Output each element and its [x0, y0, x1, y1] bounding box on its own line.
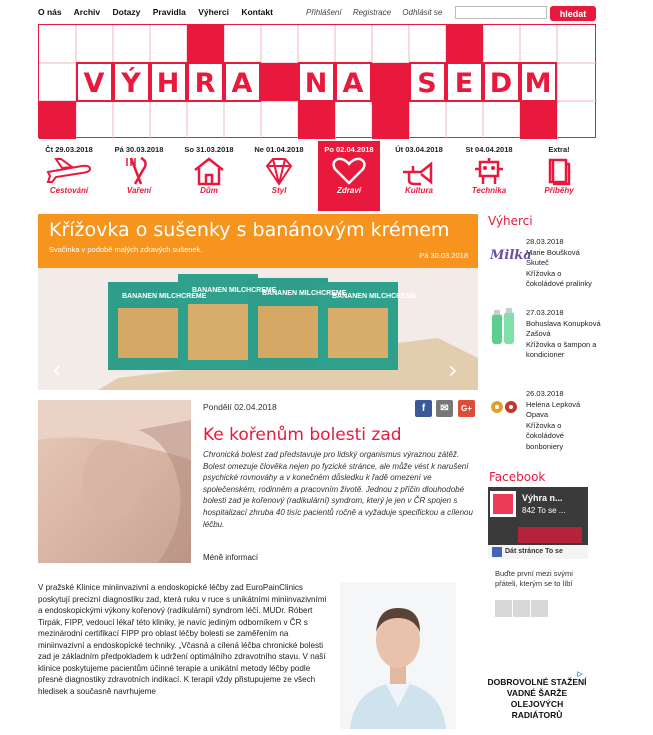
fb-likes-count: 842 To se ... — [522, 506, 566, 515]
menu-dotazy[interactable]: Dotazy — [112, 7, 141, 17]
product-label: BANANEN MILCHCREME — [192, 287, 277, 294]
article-title[interactable]: Ke kořenům bolesti zad — [203, 425, 402, 445]
day-vareni[interactable] — [108, 141, 170, 211]
banner-letter-3: H — [156, 68, 180, 99]
day-date: Út 03.04.2018 — [395, 145, 443, 154]
day-date: Po 02.04.2018 — [324, 145, 374, 154]
top-navigation — [0, 0, 653, 24]
menu-archiv[interactable]: Archiv — [73, 7, 101, 17]
site-logo-banner[interactable] — [38, 24, 596, 138]
heart-icon — [329, 156, 369, 186]
logout-link[interactable]: Odhlásit se — [402, 8, 443, 17]
day-pribehy[interactable] — [528, 141, 590, 211]
avatar — [495, 600, 512, 617]
less-info-link[interactable]: Méně informací — [203, 553, 259, 562]
day-date: Ne 01.04.2018 — [254, 145, 304, 154]
winner-date: 28.03.2018 — [526, 237, 564, 246]
google-plus-share-icon[interactable]: G+ — [458, 400, 475, 417]
account-links — [306, 8, 451, 17]
fb-thumb-icon — [492, 547, 502, 557]
hero-subtitle: Svačinka v podobě malých zdravých sušenek. — [49, 245, 203, 254]
house-icon — [189, 156, 229, 186]
facebook-friend-avatars — [495, 600, 549, 622]
product-label: BANANEN MILCHCREME — [262, 290, 347, 297]
slider-next-arrow[interactable]: › — [448, 356, 458, 384]
menu-vyherci[interactable]: Výherci — [198, 7, 229, 17]
hero-slider[interactable] — [38, 214, 478, 390]
fb-like-label: Dát stránce To se — [505, 548, 563, 555]
book-icon — [539, 156, 579, 186]
banner-letter-9: E — [454, 68, 474, 99]
banner-letter-2: Ý — [121, 68, 141, 99]
day-date: Extra! — [548, 145, 570, 154]
hero-product-image — [38, 268, 478, 390]
milka-logo-text: Milka — [490, 248, 532, 263]
day-label: Technika — [471, 186, 507, 195]
diamond-icon — [259, 156, 299, 186]
day-label: Příběhy — [544, 186, 574, 195]
product-label: BANANEN MILCHCREME — [332, 293, 417, 300]
winner-name: Bohuslava Konupková Zašová — [526, 318, 601, 338]
ad-text: DOBROVOLNÉ STAŽENÍ VADNÉ ŠARŽE OLEJOVÝCH RADIÁTORŮ — [487, 677, 587, 720]
email-share-icon[interactable]: ✉ — [436, 400, 453, 417]
menu-o-nas[interactable]: O nás — [38, 7, 62, 17]
winner-name: Helena Lepková Opava — [526, 399, 581, 419]
day-dum[interactable] — [178, 141, 240, 211]
search-button[interactable]: hledat — [550, 6, 596, 21]
day-label: Cestování — [49, 186, 89, 195]
menu-pravidla[interactable]: Pravidla — [152, 7, 186, 17]
bonbons-icon — [488, 389, 522, 429]
login-link[interactable]: Přihlášení — [306, 8, 342, 17]
banner-letter-1: V — [83, 68, 105, 99]
winner-prize: Křížovka o šampon a kondicioner — [526, 339, 597, 359]
hero-date: Pá 30.03.2018 — [419, 251, 468, 260]
banner-letter-11: M — [524, 68, 552, 99]
avatar — [513, 600, 530, 617]
avatar — [531, 600, 548, 617]
register-link[interactable]: Registrace — [352, 8, 392, 17]
article-body: V pražské Klinice miniinvazivní a endoskopické léčby zad EuroPainClinics poskytují precizní diagnostiku zad, která ruku v ruce s unikátními miniinvazivními a endoskopickými výkony kořenový (radikulární) syndrom léčí. MUDr. Róbert Tirpák, FIPP, vedoucí lékař této kliniky, je navíc jediným odborníkem v ČR s mezinárodní certifikací FIPP pro oblast léčby bolesti se zaměřením na miniinvazivní a endoskopické techniky. „Včasná a cílená léčba chronické bolesti zad je základním předpokladem k udržení optimálního zdravotního stavu. V naší klinice poskytujeme pacientům účinné terapie a unikátní metody léčby podle přesné diagnostiky zdravotních indikací. K terapii vždy přistupujeme ze všech hledisek a současně navrhujeme — [38, 583, 327, 696]
winner-prize: Křížovka o čokoládové pralinky — [526, 268, 592, 288]
banner-letter-7: A — [342, 68, 364, 99]
article-image — [38, 400, 191, 563]
day-technika[interactable] — [458, 141, 520, 211]
robot-icon — [469, 156, 509, 186]
product-label: BANANEN MILCHCREME — [122, 293, 207, 300]
menu-kontakt[interactable]: Kontakt — [241, 7, 273, 17]
banner-letter-5: A — [231, 68, 253, 99]
airplane-icon — [44, 156, 94, 186]
fb-like-button[interactable] — [488, 545, 588, 559]
facebook-title: Facebook — [489, 470, 546, 484]
day-label: Dům — [200, 186, 218, 195]
utensils-icon — [119, 156, 159, 186]
winners-title: Výherci — [488, 214, 533, 228]
winner-date: 26.03.2018 — [526, 389, 564, 398]
milka-logo-icon — [488, 237, 532, 277]
advertisement-box[interactable] — [487, 667, 587, 735]
fb-page-name[interactable]: Výhra n... — [522, 493, 563, 503]
day-date: So 31.03.2018 — [184, 145, 234, 154]
trumpet-icon — [399, 156, 439, 186]
banner-letter-4: R — [194, 68, 216, 99]
banner-letter-8: S — [417, 68, 437, 99]
day-label: Styl — [271, 186, 287, 195]
day-cestovani[interactable] — [38, 141, 100, 211]
banner-letter-6: N — [304, 68, 328, 99]
winner-name: Marie Boušková Skuteč — [526, 247, 580, 267]
facebook-widget[interactable] — [488, 487, 588, 559]
day-navigation — [38, 141, 596, 211]
hero-title[interactable]: Křížovka o sušenky s banánovým krémem — [49, 219, 450, 241]
adchoices-icon[interactable]: ▷ — [577, 671, 583, 678]
day-label: Zdraví — [336, 186, 361, 195]
day-date: Pá 30.03.2018 — [114, 145, 164, 154]
day-date: St 04.04.2018 — [465, 145, 513, 154]
day-label: Kultura — [405, 186, 433, 195]
shampoo-bottles-icon — [488, 308, 522, 348]
winner-prize: Křížovka o čokoládové bonboniery — [526, 420, 564, 451]
main-menu — [38, 7, 283, 17]
crossword-grid — [39, 25, 597, 139]
search-input[interactable] — [455, 6, 547, 19]
day-date: Čt 29.03.2018 — [45, 145, 93, 154]
day-styl[interactable] — [248, 141, 310, 211]
slider-prev-arrow[interactable]: ‹ — [52, 356, 62, 384]
day-kultura[interactable] — [388, 141, 450, 211]
day-label: Vaření — [126, 186, 152, 195]
article-lead: Chronická bolest zad představuje pro lidský organismus výraznou zátěž. Bolest omezuje člověka nejen po fyzické stránce, ale může vést k narušení psychické rovnováhy a v konečném důsledku k řadě omezení ve společenském, rodinném a pracovním životě. Jednou z příčin dlouhodobé bolesti zad je kořenový (radikulární) syndrom, který je jen v ČR spojen s hospitalizací zhruba 40 tisíc pacientů ročně a vyžaduje specifickou a cílenou léčbu. — [203, 450, 473, 529]
facebook-share-icon[interactable]: f — [415, 400, 432, 417]
article-date: Pondělí 02.04.2018 — [203, 402, 277, 412]
banner-letter-10: D — [489, 68, 513, 99]
winner-date: 27.03.2018 — [526, 308, 564, 317]
facebook-friends-text: Buďte první mezi svými přáteli, kterým se to líbí — [495, 569, 573, 588]
doctor-photo — [340, 582, 456, 729]
hero-header — [38, 214, 478, 268]
day-zdravi[interactable] — [318, 141, 380, 211]
